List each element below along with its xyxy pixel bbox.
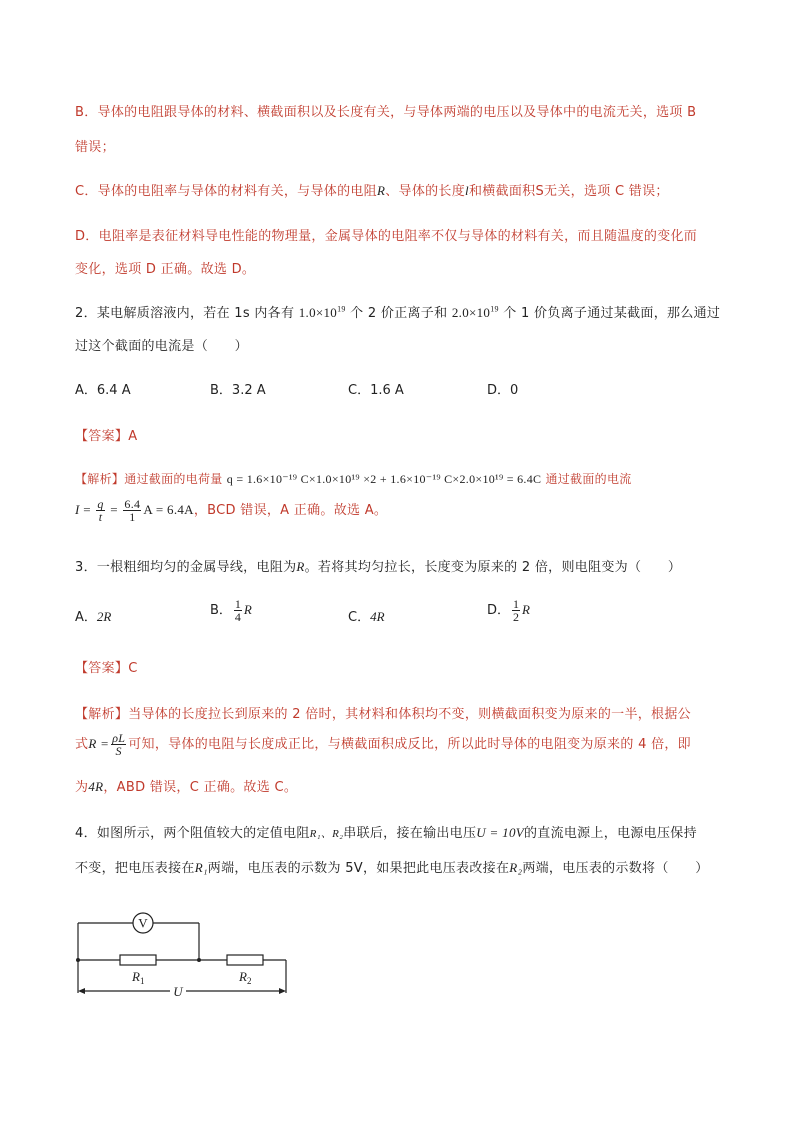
analysis-b-line1: B．导体的电阻跟导体的材料、横截面积以及长度有关，与导体两端的电压以及导体中的电流无关，选项 B <box>75 105 697 120</box>
q4-stem-line2: 不变，把电压表接在R₁两端，电压表的示数为 5V，如果把此电压表改接在R₂两端，电压表的示数将（ ） <box>75 860 709 876</box>
junction-dot-mid <box>197 958 201 962</box>
voltmeter-symbol <box>133 913 153 933</box>
analysis-d-line1: D．电阻率是表征材料导电性能的物理量，金属导体的电阻率不仅与导体的材料有关，而且随温度的变化而 <box>75 229 698 244</box>
junction-dot-left <box>76 958 80 962</box>
analysis-b-line2: 错误； <box>75 140 115 155</box>
q2-option-a: A．6.4 A <box>75 383 131 398</box>
resistor-r2 <box>227 955 263 965</box>
r2-label: $R_2$ <box>239 969 252 986</box>
q3-answer: 【答案】C <box>75 661 138 676</box>
q2-analysis-line1: 【解析】通过截面的电荷量 q = 1.6×10⁻¹⁹ C×1.0×10¹⁹ ×2 + 1.6×10⁻¹⁹ C×2.0×10¹⁹ = 6.4C 通过截面的电流 <box>75 472 632 486</box>
q2-stem-line2: 过这个截面的电流是（ ） <box>75 339 248 354</box>
u-arrow-right <box>279 988 286 994</box>
q2-answer: 【答案】A <box>75 429 138 444</box>
svg-text:V: V <box>138 915 148 931</box>
q2-option-b: B．3.2 A <box>210 383 266 398</box>
resistor-r1 <box>120 955 156 965</box>
q2-option-c: C．1.6 A <box>348 383 404 398</box>
u-arrow-left <box>78 988 85 994</box>
q3-option-a: A．2R <box>75 609 112 625</box>
analysis-d-line2: 变化，选项 D 正确。故选 D。 <box>75 262 256 277</box>
q3-option-c: C．4R <box>348 609 385 625</box>
q2-stem-line1: 2．某电解质溶液内，若在 1s 内各有 $1.0\times 10^{19}$ 个 2 价正离子和 $2.0\times 10^{19}$ 个 1 价负离子通过某截面，那么通过 <box>75 304 721 321</box>
analysis-c-line: C．导体的电阻率与导体的材料有关，与导体的电阻R、导体的长度l和横截面积S无关，选项 C 错误； <box>75 183 669 199</box>
q3-analysis-line3: 为4R，ABD 错误，C 正确。故选 C。 <box>75 779 298 795</box>
q4-stem-line1: 4．如图所示，两个阻值较大的定值电阻R₁、R₂串联后，接在输出电压U = 10V的直流电源上，电源电压保持 <box>75 825 697 841</box>
r1-label: $R_1$ <box>132 969 145 986</box>
q2-analysis-line2: I = $\frac{q}{t}$ = $\frac{6.4}{1}$ A = 6.4A，BCD 错误，A 正确。故选 A。 <box>75 497 388 524</box>
q2-option-d: D．0 <box>487 383 519 398</box>
q3-stem: 3．一根粗细均匀的金属导线，电阻为R。若将其均匀拉长，长度变为原来的 2 倍，则电阻变为（ ） <box>75 559 682 575</box>
q3-analysis-line2: 式R = $\frac{\rho L}{S}$ 可知，导体的电阻与长度成正比，与横截面积成反比，所以此时导体的电阻变为原来的 4 倍，即 <box>75 731 691 758</box>
circuit-diagram <box>70 905 300 1000</box>
q3-option-b: B． $\frac{1}{4}$ R <box>210 597 252 624</box>
q3-analysis-line1: 【解析】当导体的长度拉长到原来的 2 倍时，其材料和体积均不变，则横截面积变为原来的一半，根据公 <box>75 707 691 722</box>
q3-option-d: D． $\frac{1}{2}$ R <box>487 597 530 624</box>
u-label: U <box>173 984 183 999</box>
